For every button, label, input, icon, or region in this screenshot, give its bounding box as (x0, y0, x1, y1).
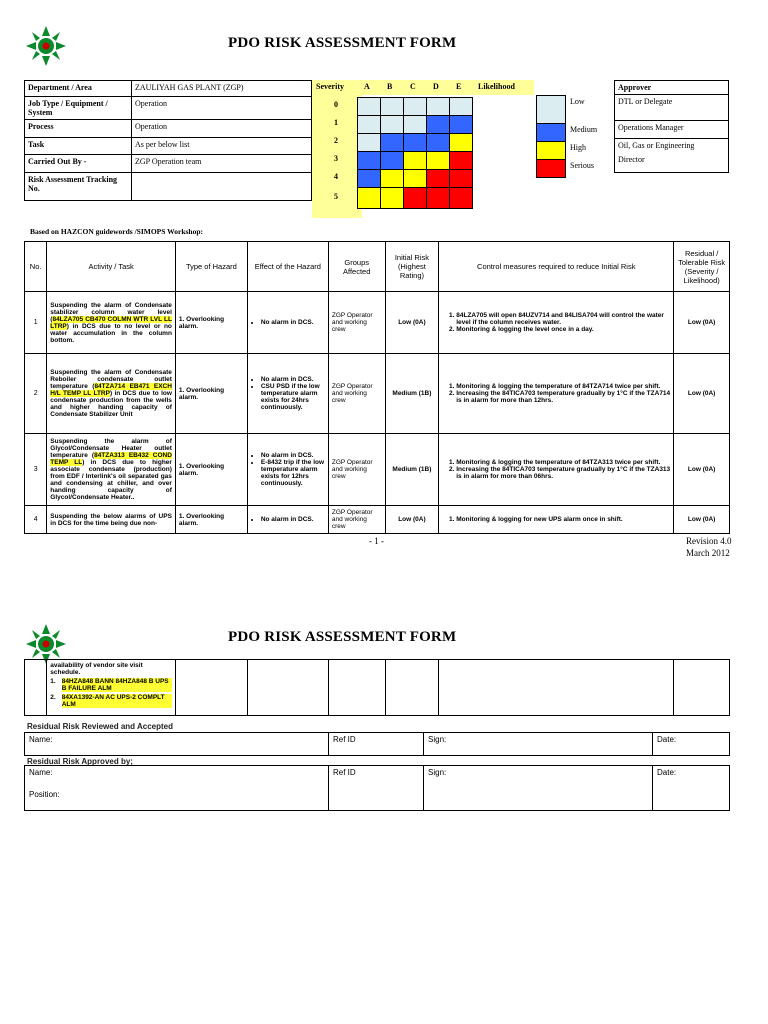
ups-alarm-2: 84XA1392-AN AC UPS-2 COMPLT ALM (62, 694, 172, 708)
info-value: Operation (132, 97, 312, 120)
alarm-tag-highlight: 84TZA714 EB471 EXCH H/L TEMP LL LTRP (50, 383, 172, 397)
table-row (25, 354, 730, 434)
header-effect: Effect of the Hazard (247, 242, 328, 292)
approved-heading: Residual Risk Approved by; (27, 757, 133, 766)
matrix-cell (427, 188, 450, 209)
header-activity: Activity / Task (47, 242, 176, 292)
cell-empty (175, 660, 247, 716)
cell-empty (329, 788, 424, 811)
approver-row: Oil, Gas or Engineering Director (615, 139, 729, 173)
row-number: 3 (25, 434, 47, 506)
info-label: Process (25, 120, 132, 138)
severity-label: Severity (316, 82, 344, 91)
table-row (25, 434, 730, 506)
matrix-cell (381, 170, 404, 188)
control-cell: 1. Monitoring & logging for new UPS alarm once in shift. (439, 506, 674, 534)
cell-empty (424, 788, 653, 811)
page-number: - 1 - (369, 536, 384, 546)
matrix-cell (404, 188, 427, 209)
pdo-logo (24, 24, 68, 73)
hazcon-note: Based on HAZCON guidewords /SIMOPS Workshop: (30, 227, 204, 236)
initial-risk-cell: Low (0A) (385, 506, 439, 534)
groups-cell: ZGP Operator and working crew (328, 434, 385, 506)
info-label: Department / Area (25, 81, 132, 97)
matrix-column-label: D (433, 82, 439, 91)
row-number: 4 (25, 506, 47, 534)
ups-alarm-1: 84HZA848 BANN 84HZA848 B UPS B FAILURE ALM (62, 678, 172, 692)
info-label: Carried Out By - (25, 155, 132, 173)
matrix-cell (381, 116, 404, 134)
effect-cell: • No alarm in DCS. (247, 292, 328, 354)
info-value: ZGP Operation team (132, 155, 312, 173)
hazard-table (24, 241, 730, 534)
residual-risk-cell: Low (0A) (674, 434, 730, 506)
matrix-column-label: E (456, 82, 462, 91)
initial-risk-cell: Low (0A) (385, 292, 439, 354)
matrix-cell (358, 170, 381, 188)
activity-cell: Suspending the alarm of Condensate Reboiler condensate outlet temperature (84TZA714 EB471 EXCH H/L TEMP LL LTRP) in DCS due to low condensate production from the wells and higher handing capacity of Condensate Stabilizer Unit (47, 354, 176, 434)
severity-value: 0 (334, 100, 338, 109)
approver-row: Operations Manager (615, 121, 729, 139)
hazard-type-cell: 1. Overlooking alarm. (175, 506, 247, 534)
ref-id-field[interactable]: Ref ID (329, 766, 424, 789)
cell-empty (674, 660, 730, 716)
likelihood-label: Likelihood (478, 82, 515, 91)
matrix-cell (450, 134, 473, 152)
info-label: Task (25, 138, 132, 155)
approver-header: Approver (615, 81, 729, 95)
matrix-cell (404, 170, 427, 188)
legend-label: Serious (570, 161, 594, 170)
legend-swatch (536, 95, 566, 124)
activity-cell: Suspending the alarm of Condensate stabilizer column water level 84LZA705 CB470 COLMN WTR LVL LL LTRP) in DCS due to no level or no water accumulation in the column bottom. (47, 292, 176, 354)
matrix-cell (381, 98, 404, 116)
risk-matrix-grid (357, 97, 473, 209)
matrix-cell (358, 188, 381, 209)
hazard-type-cell: 1. Overlooking alarm. (175, 354, 247, 434)
cell-empty (328, 660, 385, 716)
date-field[interactable]: Date: (653, 766, 730, 789)
name-field[interactable]: Name: (25, 733, 329, 756)
activity-cell-continued: availability of vendor site visit schedule. 1. 84HZA848 BANN 84HZA848 B UPS B FAILURE ALM 2. 84XA1392-AN AC UPS-2 COMPLT ALM (47, 660, 176, 716)
matrix-cell (450, 116, 473, 134)
sign-field[interactable]: Sign: (424, 766, 653, 789)
header-initial-risk: Initial Risk (Highest Rating) (385, 242, 439, 292)
legend-label: Medium (570, 125, 598, 134)
legend-label: High (570, 143, 586, 152)
severity-value: 1 (334, 118, 338, 127)
matrix-cell (427, 116, 450, 134)
matrix-cell (358, 152, 381, 170)
legend-swatch (536, 123, 566, 142)
matrix-column-label: B (387, 82, 393, 91)
name-field[interactable]: Name: (25, 766, 329, 789)
table-row (25, 292, 730, 354)
hazard-table-continued (24, 659, 730, 716)
matrix-cell (450, 152, 473, 170)
approved-table (24, 765, 730, 811)
severity-value: 2 (334, 136, 338, 145)
residual-risk-cell: Low (0A) (674, 506, 730, 534)
revision-date: March 2012 (686, 548, 730, 558)
matrix-cell (427, 134, 450, 152)
legend-swatch (536, 141, 566, 160)
table-row (25, 506, 730, 534)
info-label: Risk Assessment Tracking No. (25, 173, 132, 201)
matrix-cell (358, 116, 381, 134)
matrix-column-label: C (410, 82, 416, 91)
legend-label: Low (570, 97, 585, 106)
matrix-cell (427, 170, 450, 188)
row-number: 1 (25, 292, 47, 354)
matrix-cell (404, 116, 427, 134)
date-field[interactable]: Date: (653, 733, 730, 756)
header-control: Control measures required to reduce Initial Risk (439, 242, 674, 292)
matrix-cell (450, 170, 473, 188)
matrix-cell (450, 188, 473, 209)
matrix-cell (450, 98, 473, 116)
groups-cell: ZGP Operator and working crew (328, 354, 385, 434)
row-number: 2 (25, 354, 47, 434)
approver-table (614, 80, 729, 173)
severity-value: 5 (334, 192, 338, 201)
matrix-cell (404, 134, 427, 152)
header-hazard-type: Type of Hazard (175, 242, 247, 292)
info-value: Operation (132, 120, 312, 138)
residual-risk-cell: Low (0A) (674, 292, 730, 354)
info-value (132, 173, 312, 201)
matrix-cell (404, 152, 427, 170)
matrix-cell (358, 98, 381, 116)
effect-cell: • No alarm in DCS. (247, 506, 328, 534)
page-title: PDO RISK ASSESSMENT FORM (228, 629, 457, 645)
control-cell: 1. Monitoring & logging the temperature of 84TZA714 twice per shift. 2. Increasing the 84TICA703 temperature gradually by 1°C if the TZA714 is in alarm for more than 12hrs. (439, 354, 674, 434)
ref-id-field[interactable]: Ref ID (329, 733, 424, 756)
effect-cell: • No alarm in DCS. • CSU PSD if the low temperature alarm exists for 24hrs continuously. (247, 354, 328, 434)
position-field[interactable]: Position: (25, 788, 329, 811)
reviewed-heading: Residual Risk Reviewed and Accepted (27, 722, 173, 731)
reviewed-table (24, 732, 730, 756)
matrix-cell (381, 134, 404, 152)
initial-risk-cell: Medium (1B) (385, 354, 439, 434)
cell-empty (247, 660, 328, 716)
severity-value: 4 (334, 172, 338, 181)
alarm-tag-highlight: 84LZA705 CB470 COLMN WTR LVL LL LTRP (50, 315, 172, 330)
initial-risk-cell: Medium (1B) (385, 434, 439, 506)
hazard-type-cell: 1. Overlooking alarm. (175, 292, 247, 354)
cell-empty (385, 660, 439, 716)
header-no: No. (25, 242, 47, 292)
cell-empty (439, 660, 674, 716)
severity-value: 3 (334, 154, 338, 163)
cell-empty (653, 788, 730, 811)
groups-cell: ZGP Operator and working crew (328, 292, 385, 354)
hazard-type-cell: 1. Overlooking alarm. (175, 434, 247, 506)
control-cell: 1. Monitoring & logging the temperature of 84TZA313 twice per shift. 2. Increasing the 84TICA703 temperature gradually by 1°C if the TZA313 is in alarm for more than 06hrs. (439, 434, 674, 506)
matrix-cell (381, 188, 404, 209)
matrix-cell (381, 152, 404, 170)
matrix-cell (427, 152, 450, 170)
effect-cell: • No alarm in DCS. • E-8432 trip if the low temperature alarm exists for 12hrs continuously. (247, 434, 328, 506)
matrix-column-label: A (364, 82, 370, 91)
matrix-cell (404, 98, 427, 116)
activity-cell: Suspending the below alarms of UPS in DCS for the time being due non- (47, 506, 176, 534)
sign-field[interactable]: Sign: (424, 733, 653, 756)
header-groups: Groups Affected (328, 242, 385, 292)
matrix-cell (358, 134, 381, 152)
info-table (24, 80, 312, 201)
residual-risk-cell: Low (0A) (674, 354, 730, 434)
info-value: As per below list (132, 138, 312, 155)
matrix-cell (427, 98, 450, 116)
control-cell: 1. 84LZA705 will open 84UZV714 and 84LISA704 will control the water level if the column receives water. 2. Monitoring & logging the level once in a day. (439, 292, 674, 354)
activity-cell: Suspending the alarm of Glycol/Condensate Heater outlet temperature (84TZA313 EB432 COND TEMP LL) in DCS due to higher associate condensate (production) from EDF / Interlink's oil separated gas and condensing at chiller, and over handing capacity of Glycol/Condensate Heater.. (47, 434, 176, 506)
alarm-tag-highlight: 84TZA313 EB432 COND TEMP LL (50, 452, 172, 466)
legend-swatch (536, 159, 566, 178)
info-value: ZAULIYAH GAS PLANT (ZGP) (132, 81, 312, 97)
info-label: Job Type / Equipment / System (25, 97, 132, 120)
approver-row: DTL or Delegate (615, 95, 729, 121)
groups-cell: ZGP Operator and working crew (328, 506, 385, 534)
page-title: PDO RISK ASSESSMENT FORM (228, 35, 457, 51)
revision: Revision 4.0 (686, 536, 732, 546)
header-residual: Residual / Tolerable Risk (Severity / Likelihood) (674, 242, 730, 292)
cell-empty (25, 660, 47, 716)
